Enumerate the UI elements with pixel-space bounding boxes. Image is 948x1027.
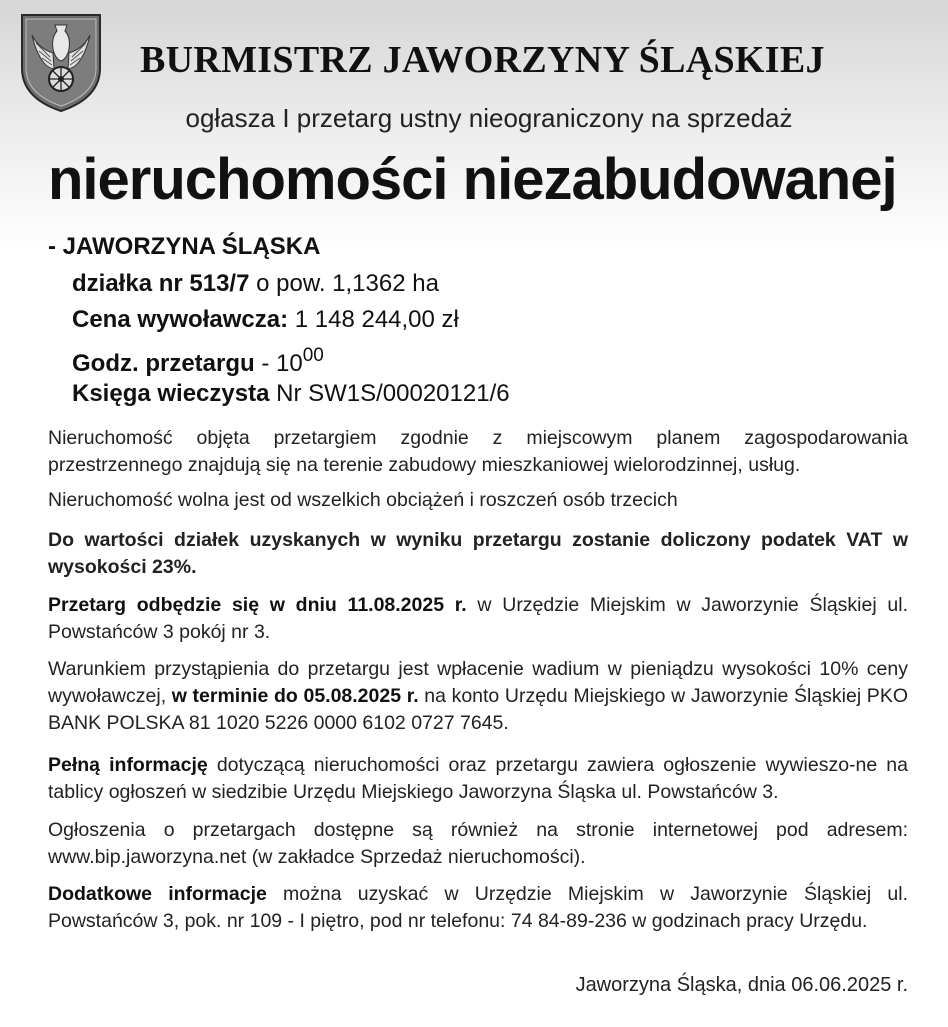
price-line	[72, 304, 459, 335]
full-info-rest: dotyczącą nieruchomości oraz przetargu zawiera ogłoszenie wywieszo-ne na tablicy ogłoszeń w siedzibie Urzędu Miejskiego Jaworzyna Śląska ul. Powstańców 3.	[48, 754, 908, 803]
paragraph-zoning: Nieruchomość objęta przetargiem zgodnie z miejscowym planem zagospodarowania przestrzennego znajdują się na terenie zabudowy mieszkaniowej wielorodzinnej, usług.	[48, 427, 908, 476]
coat-of-arms-icon	[20, 13, 102, 113]
plot-line	[72, 268, 439, 299]
paragraph-vat: Do wartości działek uzyskanych w wyniku przetargu zostanie doliczony podatek VAT w wysokości 23%.	[48, 529, 908, 578]
price-label: Cena wywoławcza:	[72, 306, 289, 333]
paragraph-auction-date	[48, 592, 908, 646]
page-subtitle: ogłasza I przetarg ustny nieograniczony na sprzedaż	[185, 103, 793, 133]
hour-value: - 10	[254, 350, 303, 377]
place-date-signature: Jaworzyna Śląska, dnia 06.06.2025 r.	[575, 974, 908, 996]
hour-line	[72, 340, 324, 379]
paragraph-additional-info	[48, 881, 908, 935]
hour-superscript: 00	[302, 345, 324, 366]
location-line: - JAWORZYNA ŚLĄSKA	[48, 233, 321, 260]
main-title: nieruchomości niezabudowanej	[48, 147, 897, 212]
paragraph-website: Ogłoszenia o przetargach dostępne są również na stronie internetowej pod adresem: www.bip.jaworzyna.net (w zakładce Sprzedaż nieruchomości).	[48, 819, 908, 868]
plot-area: o pow. 1,1362 ha	[249, 270, 439, 297]
plot-label: działka nr 513/7	[72, 270, 250, 297]
register-label: Księga wieczysta	[72, 380, 270, 407]
register-line	[72, 378, 510, 409]
hour-label: Godz. przetargu	[72, 350, 255, 377]
paragraph-encumbrance: Nieruchomość wolna jest od wszelkich obciążeń i roszczeń osób trzecich	[48, 489, 678, 511]
register-value: Nr SW1S/00020121/6	[269, 380, 510, 407]
deposit-text-b: na konto Urzędu Miejskiego w Jaworzynie Śląskiej PKO BANK POLSKA 81 1020 5226 0000 6102 0727 7645.	[48, 685, 908, 734]
additional-info-bold: Dodatkowe informacje	[48, 883, 267, 905]
additional-info-rest: można uzyskać w Urzędzie Miejskim w Jaworzynie Śląskiej ul. Powstańców 3, pok. nr 109 - I piętro, pod nr telefonu: 74 84-89-236 w godzinach pracy Urzędu.	[48, 883, 908, 932]
paragraph-deposit	[48, 656, 908, 737]
full-info-bold: Pełną informację	[48, 754, 208, 776]
auction-date-bold: Przetarg odbędzie się w dniu 11.08.2025 r.	[48, 594, 467, 616]
auction-date-rest: w Urzędzie Miejskim w Jaworzynie Śląskiej ul. Powstańców 3 pokój nr 3.	[48, 594, 909, 643]
paragraph-full-info	[48, 752, 908, 806]
price-value: 1 148 244,00 zł	[288, 306, 459, 333]
deposit-deadline: w terminie do 05.08.2025 r.	[171, 685, 419, 707]
page-title: BURMISTRZ JAWORZYNY ŚLĄSKIEJ	[140, 39, 825, 81]
deposit-text-a: Warunkiem przystąpienia do przetargu jest wpłacenie wadium w pieniądzu wysokości 10% ceny wywoławczej,	[48, 658, 908, 707]
